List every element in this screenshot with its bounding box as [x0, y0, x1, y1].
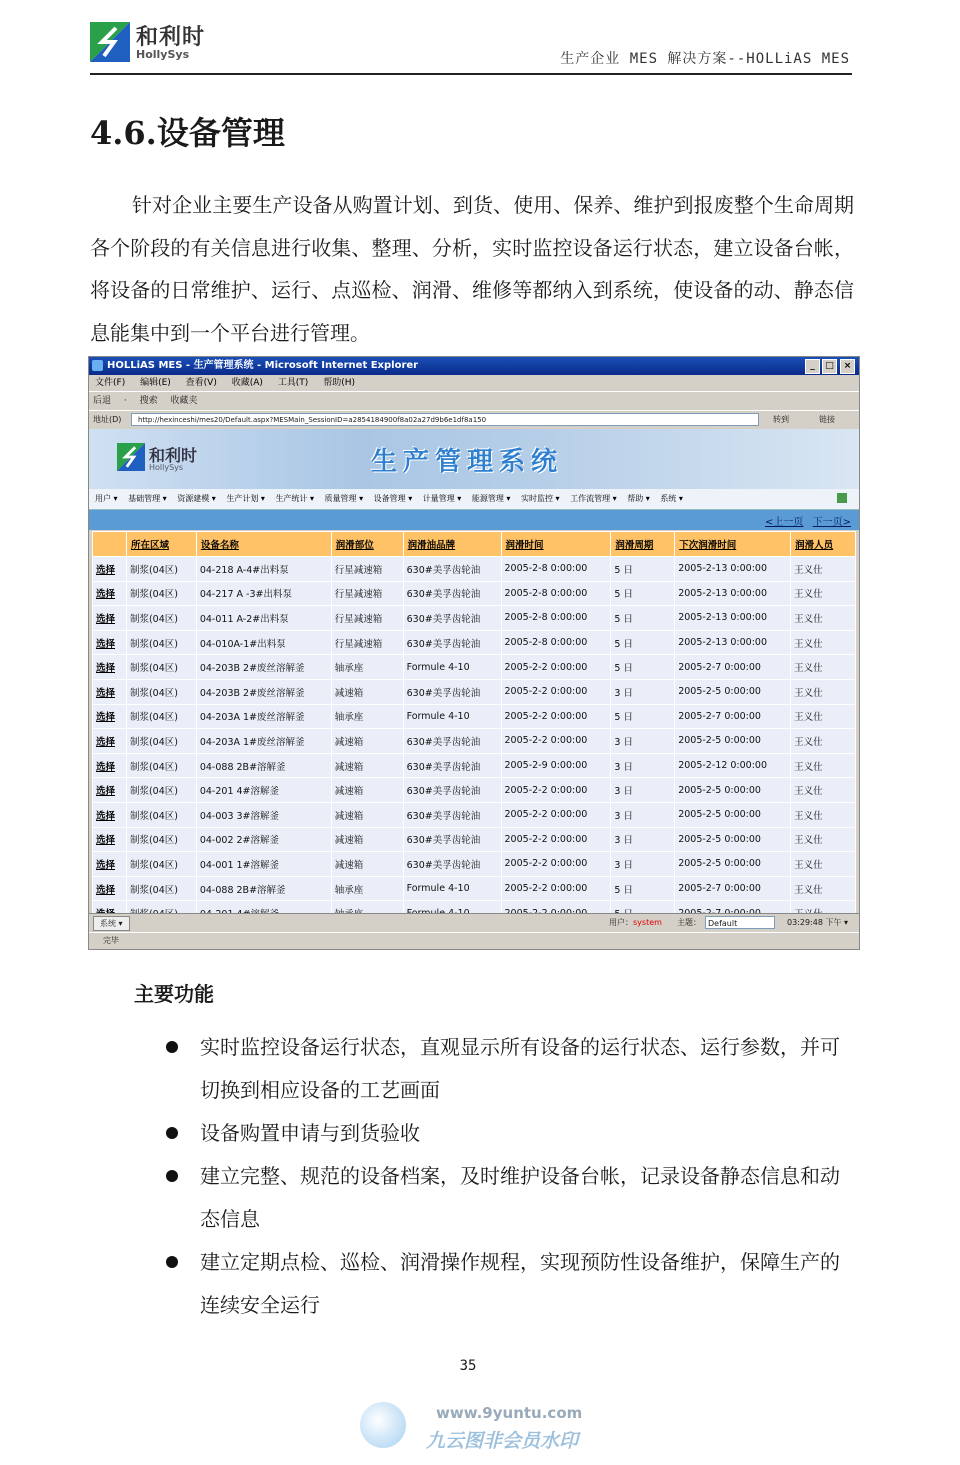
- app-menu-bar: [89, 489, 859, 510]
- table-cell: 5 日: [611, 606, 675, 631]
- table-cell: 5 日: [611, 557, 675, 582]
- banner-logo-icon: [117, 443, 145, 471]
- table-body: [93, 557, 856, 926]
- table-cell: 04-203A 1#废丝溶解釜: [196, 704, 331, 729]
- table-cell: 制浆(04区): [126, 802, 196, 827]
- table-cell: 04-088 2B#溶解釜: [196, 753, 331, 778]
- select-link[interactable]: 选择: [93, 630, 127, 655]
- table-cell: 制浆(04区): [126, 729, 196, 754]
- table-cell: 04-011 A-2#出料泵: [196, 606, 331, 631]
- app-banner: [89, 429, 859, 489]
- bullet-icon: [166, 1127, 178, 1139]
- app-menu-monitor[interactable]: 实时监控 ▾: [520, 494, 560, 503]
- table-cell: 630#美孚齿轮油: [403, 729, 501, 754]
- table-cell: 王义仕: [791, 679, 856, 704]
- app-menu-system[interactable]: 系统 ▾: [660, 494, 683, 503]
- watermark: [360, 1400, 620, 1456]
- table-cell: 04-002 2#溶解釜: [196, 827, 331, 852]
- select-link[interactable]: 选择: [93, 704, 127, 729]
- feature-text: 建立完整、规范的设备档案，及时维护设备台帐，记录设备静态信息和动态信息: [200, 1164, 840, 1231]
- table-cell: 2005-2-8 0:00:00: [501, 630, 611, 655]
- table-cell: 630#美孚齿轮油: [403, 606, 501, 631]
- close-button[interactable]: ×: [840, 359, 855, 374]
- maximize-button[interactable]: □: [822, 359, 837, 374]
- table-cell: 制浆(04区): [126, 827, 196, 852]
- app-menu-equipment[interactable]: 设备管理 ▾: [373, 494, 413, 503]
- table-cell: 2005-2-13 0:00:00: [675, 581, 791, 606]
- address-label: 地址(D): [93, 415, 122, 424]
- address-bar: [89, 410, 859, 429]
- table-cell: 行星减速箱: [331, 606, 403, 631]
- table-cell: 王义仕: [791, 704, 856, 729]
- document-header-title: 生产企业 MES 解决方案--HOLLiAS MES: [560, 51, 850, 67]
- menu-help[interactable]: 帮助(H): [323, 378, 355, 388]
- table-cell: 制浆(04区): [126, 852, 196, 877]
- page-number: 35: [459, 1358, 477, 1374]
- feature-text: 建立定期点检、巡检、润滑操作规程，实现预防性设备维护，保障生产的连续安全运行: [200, 1250, 840, 1317]
- table-cell: 3 日: [611, 729, 675, 754]
- table-cell: 制浆(04区): [126, 630, 196, 655]
- table-cell: 行星减速箱: [331, 557, 403, 582]
- column-header[interactable]: 所在区域: [126, 532, 196, 557]
- column-header[interactable]: 设备名称: [196, 532, 331, 557]
- table-cell: 制浆(04区): [126, 557, 196, 582]
- app-menu-user[interactable]: 用户 ▾: [95, 494, 118, 503]
- logo-text-en: HollySys: [136, 48, 190, 61]
- table-cell: 制浆(04区): [126, 606, 196, 631]
- table-cell: 王义仕: [791, 606, 856, 631]
- table-cell: 2005-2-5 0:00:00: [675, 802, 791, 827]
- table-cell: 630#美孚齿轮油: [403, 679, 501, 704]
- ie-menu-bar: [89, 375, 859, 391]
- table-cell: 减速箱: [331, 778, 403, 803]
- table-cell: 制浆(04区): [126, 876, 196, 901]
- table-cell: 2005-2-5 0:00:00: [675, 778, 791, 803]
- menu-tools[interactable]: 工具(T): [277, 378, 309, 388]
- table-cell: 王义仕: [791, 729, 856, 754]
- mes-screenshot: [88, 356, 860, 950]
- table-cell: 制浆(04区): [126, 655, 196, 680]
- column-header[interactable]: 润滑部位: [331, 532, 403, 557]
- app-menu-metering[interactable]: 计量管理 ▾: [422, 494, 462, 503]
- prev-page-link[interactable]: <上一页: [765, 517, 804, 528]
- table-cell: 王义仕: [791, 802, 856, 827]
- feature-item: [166, 1155, 856, 1241]
- table-cell: 630#美孚齿轮油: [403, 802, 501, 827]
- forward-button[interactable]: ·: [123, 396, 127, 406]
- table-cell: 3 日: [611, 778, 675, 803]
- table-cell: 王义仕: [791, 557, 856, 582]
- refresh-icon[interactable]: [837, 493, 847, 503]
- table-row: [93, 581, 856, 606]
- table-cell: 减速箱: [331, 827, 403, 852]
- table-cell: 王义仕: [791, 852, 856, 877]
- select-link[interactable]: 选择: [93, 557, 127, 582]
- feature-item: [166, 1112, 856, 1155]
- table-cell: 04-088 2B#溶解釜: [196, 876, 331, 901]
- table-row: [93, 606, 856, 631]
- column-header[interactable]: 润滑周期: [611, 532, 675, 557]
- table-cell: 王义仕: [791, 753, 856, 778]
- theme-label: 主题：: [677, 918, 701, 927]
- banner-title: 生产管理系统: [371, 447, 564, 477]
- features-list: [166, 1026, 856, 1327]
- table-row: [93, 778, 856, 803]
- table-cell: 04-010A-1#出料泵: [196, 630, 331, 655]
- menu-favorites[interactable]: 收藏(A): [231, 378, 263, 388]
- table-cell: 2005-2-13 0:00:00: [675, 557, 791, 582]
- table-cell: 减速箱: [331, 852, 403, 877]
- select-link[interactable]: 选择: [93, 679, 127, 704]
- table-cell: 2005-2-12 0:00:00: [675, 753, 791, 778]
- app-menu-resource[interactable]: 资源建模 ▾: [177, 494, 216, 503]
- features-title: 主要功能: [134, 982, 214, 1006]
- links-button[interactable]: 链接: [819, 415, 835, 424]
- table-cell: 3 日: [611, 827, 675, 852]
- status-time[interactable]: 03:29:48 下午 ▾: [787, 918, 849, 927]
- table-cell: 630#美孚齿轮油: [403, 581, 501, 606]
- table-row: [93, 753, 856, 778]
- table-cell: 2005-2-2 0:00:00: [501, 704, 611, 729]
- table-cell: 2005-2-5 0:00:00: [675, 852, 791, 877]
- table-cell: 减速箱: [331, 729, 403, 754]
- menu-edit[interactable]: 编辑(E): [140, 378, 171, 388]
- feature-text: 设备购置申请与到货验收: [200, 1121, 420, 1145]
- table-cell: 2005-2-2 0:00:00: [501, 827, 611, 852]
- select-link[interactable]: 选择: [93, 852, 127, 877]
- banner-logo-cn: 和利时: [149, 446, 198, 465]
- status-user: [609, 914, 662, 932]
- ie-status-bar: [89, 932, 859, 949]
- table-cell: 2005-2-8 0:00:00: [501, 581, 611, 606]
- theme-select[interactable]: Default: [705, 916, 775, 929]
- table-cell: 2005-2-8 0:00:00: [501, 606, 611, 631]
- select-link[interactable]: 选择: [93, 876, 127, 901]
- table-cell: 王义仕: [791, 778, 856, 803]
- table-row: [93, 802, 856, 827]
- bullet-icon: [166, 1041, 178, 1053]
- table-cell: 减速箱: [331, 753, 403, 778]
- select-link[interactable]: 选择: [93, 827, 127, 852]
- table-cell: 2005-2-2 0:00:00: [501, 778, 611, 803]
- select-link[interactable]: 选择: [93, 729, 127, 754]
- table-cell: 2005-2-2 0:00:00: [501, 876, 611, 901]
- table-cell: 2005-2-7 0:00:00: [675, 876, 791, 901]
- pager-bar: [89, 510, 859, 530]
- app-menu-basic[interactable]: 基础管理 ▾: [128, 494, 167, 503]
- table-cell: 制浆(04区): [126, 753, 196, 778]
- go-button[interactable]: 转到: [773, 415, 789, 424]
- table-row: [93, 679, 856, 704]
- ie-icon: [92, 360, 103, 371]
- table-cell: 2005-2-7 0:00:00: [675, 704, 791, 729]
- table-cell: 减速箱: [331, 679, 403, 704]
- back-button[interactable]: 后退: [93, 396, 112, 406]
- table-cell: 王义仕: [791, 630, 856, 655]
- table-cell: 630#美孚齿轮油: [403, 557, 501, 582]
- table-cell: 5 日: [611, 630, 675, 655]
- pager: [759, 513, 851, 528]
- bullet-icon: [166, 1256, 178, 1268]
- app-menu-help[interactable]: 帮助 ▾: [627, 494, 650, 503]
- select-link[interactable]: 选择: [93, 581, 127, 606]
- search-button[interactable]: 搜索: [139, 396, 158, 406]
- table-cell: 2005-2-2 0:00:00: [501, 802, 611, 827]
- table-cell: 2005-2-5 0:00:00: [675, 827, 791, 852]
- table-row: [93, 704, 856, 729]
- select-link[interactable]: 选择: [93, 753, 127, 778]
- menu-view[interactable]: 查看(V): [185, 378, 217, 388]
- table-cell: 王义仕: [791, 581, 856, 606]
- table-row: [93, 729, 856, 754]
- table-row: [93, 557, 856, 582]
- table-cell: 04-203A 1#废丝溶解釜: [196, 729, 331, 754]
- table-cell: 3 日: [611, 852, 675, 877]
- table-cell: 行星减速箱: [331, 630, 403, 655]
- table-cell: 5 日: [611, 876, 675, 901]
- window-title: HOLLiAS MES - 生产管理系统 - Microsoft Internet Explorer: [107, 360, 419, 371]
- table-cell: 制浆(04区): [126, 581, 196, 606]
- column-header: [93, 532, 127, 557]
- watermark-text: 九云图非会员水印: [426, 1430, 579, 1452]
- table-row: [93, 630, 856, 655]
- logo-mark-icon: [90, 22, 130, 62]
- table-cell: 630#美孚齿轮油: [403, 630, 501, 655]
- table-cell: 王义仕: [791, 655, 856, 680]
- favorites-button[interactable]: 收藏夹: [170, 396, 198, 406]
- logo-text-cn: 和利时: [136, 24, 206, 50]
- watermark-url: www.9yuntu.com: [436, 1404, 583, 1422]
- select-link[interactable]: 选择: [93, 606, 127, 631]
- table-cell: 2005-2-8 0:00:00: [501, 557, 611, 582]
- ie-toolbar: [89, 391, 859, 410]
- table-cell: Formule 4-10: [403, 876, 501, 901]
- feature-text: 实时监控设备运行状态，直观显示所有设备的运行状态、运行参数，并可切换到相应设备的工艺画面: [200, 1035, 840, 1102]
- table-header-row: [93, 532, 856, 557]
- column-header[interactable]: 润滑油品牌: [403, 532, 501, 557]
- feature-item: [166, 1026, 856, 1112]
- table-cell: 2005-2-5 0:00:00: [675, 729, 791, 754]
- table-cell: 04-201 4#溶解釜: [196, 778, 331, 803]
- user-name: system: [633, 918, 662, 927]
- app-menu-quality[interactable]: 质量管理 ▾: [324, 494, 364, 503]
- table-cell: Formule 4-10: [403, 655, 501, 680]
- table-cell: 王义仕: [791, 827, 856, 852]
- table-cell: 2005-2-13 0:00:00: [675, 606, 791, 631]
- table-cell: 630#美孚齿轮油: [403, 827, 501, 852]
- ie-status-text: 完毕: [103, 936, 119, 945]
- app-menu-stats[interactable]: 生产统计 ▾: [275, 494, 314, 503]
- table-cell: 2005-2-2 0:00:00: [501, 655, 611, 680]
- table-cell: 3 日: [611, 753, 675, 778]
- table-cell: 04-217 A -3#出料泵: [196, 581, 331, 606]
- table-cell: 04-003 3#溶解釜: [196, 802, 331, 827]
- table-cell: 轴承座: [331, 704, 403, 729]
- table-cell: 轴承座: [331, 876, 403, 901]
- menu-file[interactable]: 文件(F): [95, 378, 126, 388]
- system-menu-button[interactable]: 系统 ▾: [93, 916, 130, 931]
- table-cell: 轴承座: [331, 655, 403, 680]
- table-cell: 制浆(04区): [126, 778, 196, 803]
- table-cell: 制浆(04区): [126, 679, 196, 704]
- user-label: 用户：: [609, 918, 633, 927]
- table-row: [93, 655, 856, 680]
- address-input[interactable]: http://hexinceshi/mes20/Default.aspx?MESMain_SessionID=a2854184900f8a02a27d9b6e1df8a150: [131, 413, 759, 426]
- cloud-icon: [360, 1402, 406, 1448]
- table-cell: 630#美孚齿轮油: [403, 753, 501, 778]
- select-link[interactable]: 选择: [93, 802, 127, 827]
- table-cell: 制浆(04区): [126, 704, 196, 729]
- minimize-button[interactable]: _: [805, 359, 820, 374]
- table-cell: 2005-2-2 0:00:00: [501, 679, 611, 704]
- table-cell: 减速箱: [331, 802, 403, 827]
- table-cell: Formule 4-10: [403, 704, 501, 729]
- table-cell: 2005-2-2 0:00:00: [501, 852, 611, 877]
- section-title: 4.6.设备管理: [90, 114, 285, 152]
- table-cell: 04-001 1#溶解釜: [196, 852, 331, 877]
- table-row: [93, 852, 856, 877]
- next-page-link[interactable]: 下一页>: [812, 517, 851, 528]
- ie-title-bar: [89, 357, 859, 375]
- select-link[interactable]: 选择: [93, 778, 127, 803]
- table-cell: 630#美孚齿轮油: [403, 852, 501, 877]
- table-cell: 5 日: [611, 704, 675, 729]
- company-logo: [90, 18, 210, 68]
- table-cell: 04-218 A-4#出料泵: [196, 557, 331, 582]
- app-menu-workflow[interactable]: 工作流管理 ▾: [570, 494, 617, 503]
- select-link[interactable]: 选择: [93, 655, 127, 680]
- app-menu-plan[interactable]: 生产计划 ▾: [226, 494, 265, 503]
- app-menu-energy[interactable]: 能源管理 ▾: [471, 494, 511, 503]
- table-cell: 5 日: [611, 655, 675, 680]
- app-status-bar: [89, 913, 859, 932]
- table-cell: 5 日: [611, 581, 675, 606]
- table-cell: 2005-2-13 0:00:00: [675, 630, 791, 655]
- table-cell: 2005-2-2 0:00:00: [501, 729, 611, 754]
- table-row: [93, 827, 856, 852]
- table-cell: 04-203B 2#废丝溶解釜: [196, 655, 331, 680]
- banner-logo-en: HollySys: [149, 463, 184, 472]
- table-cell: 2005-2-5 0:00:00: [675, 679, 791, 704]
- header-divider: [90, 73, 852, 75]
- bullet-icon: [166, 1170, 178, 1182]
- table-cell: 630#美孚齿轮油: [403, 778, 501, 803]
- lubrication-table: [92, 531, 856, 926]
- table-cell: 2005-2-7 0:00:00: [675, 655, 791, 680]
- table-cell: 3 日: [611, 802, 675, 827]
- table-cell: 行星减速箱: [331, 581, 403, 606]
- table-cell: 3 日: [611, 679, 675, 704]
- table-row: [93, 876, 856, 901]
- table-cell: 04-203B 2#废丝溶解釜: [196, 679, 331, 704]
- feature-item: [166, 1241, 856, 1327]
- column-header[interactable]: 润滑人员: [791, 532, 856, 557]
- column-header[interactable]: 润滑时间: [501, 532, 611, 557]
- intro-paragraph: 针对企业主要生产设备从购置计划、到货、使用、保养、维护到报废整个生命周期各个阶段的有关信息进行收集、整理、分析，实时监控设备运行状态，建立设备台帐，将设备的日常维护、运行、点巡检、润滑、维修等都纳入到系统，使设备的动、静态信息能集中到一个平台进行管理。: [90, 193, 854, 345]
- table-cell: 王义仕: [791, 876, 856, 901]
- column-header[interactable]: 下次润滑时间: [675, 532, 791, 557]
- table-cell: 2005-2-9 0:00:00: [501, 753, 611, 778]
